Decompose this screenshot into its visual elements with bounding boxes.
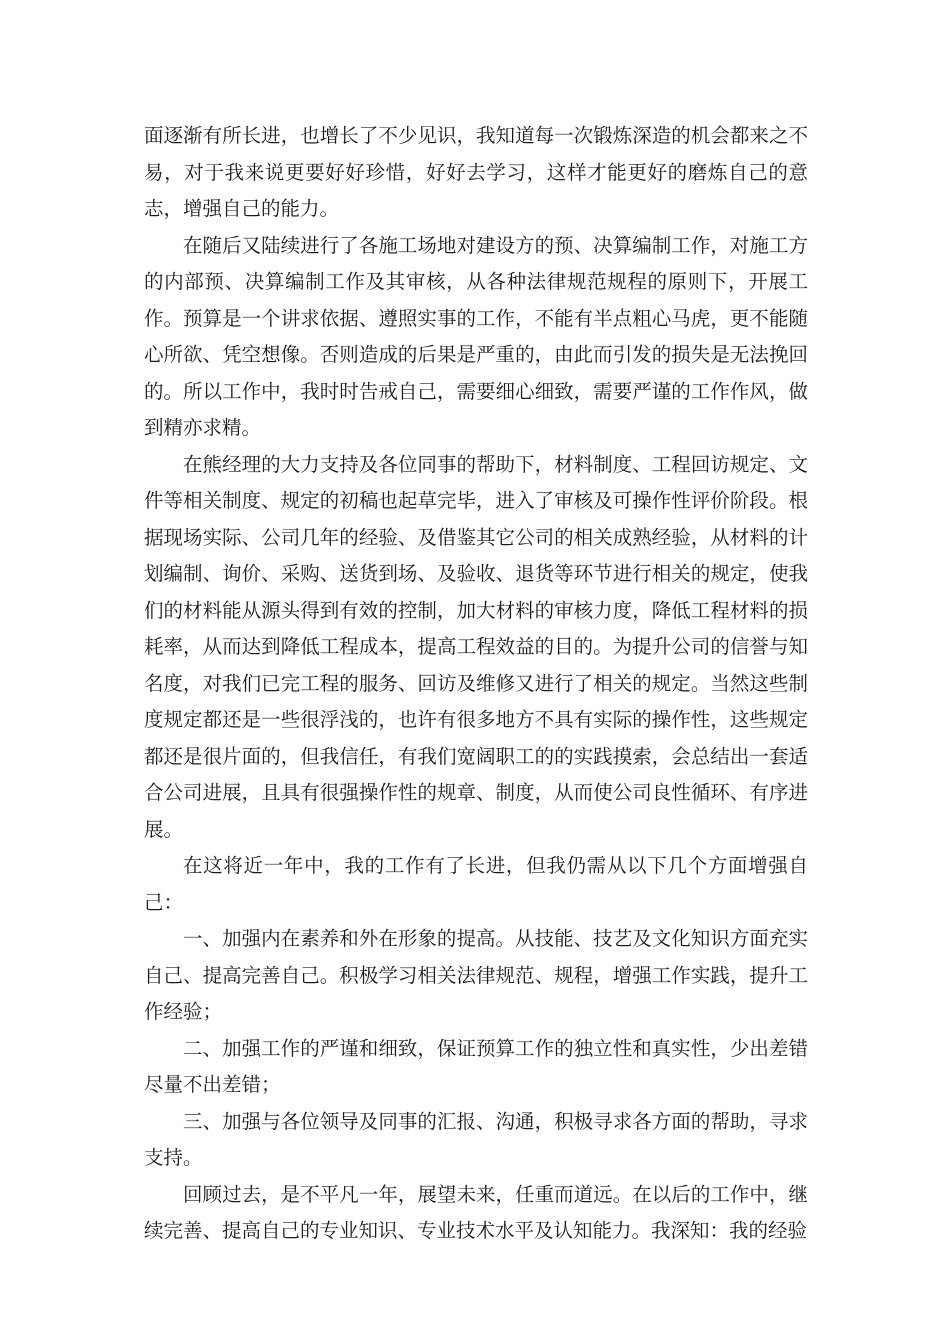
paragraph-improvement-intro: 在这将近一年中，我的工作有了长进，但我仍需从以下几个方面增强自己： [144, 854, 808, 914]
paragraph-point-one: 一、加强内在素养和外在形象的提高。从技能、技艺及文化知识方面充实自己、提高完善自己。积极学习相关法律规范、规程，增强工作实践，提升工作经验； [144, 927, 808, 1023]
paragraph-material-rules: 在熊经理的大力支持及各位同事的帮助下，材料制度、工程回访规定、文件等相关制度、规定的初稿也起草完毕，进入了审核及可操作性评价阶段。根据现场实际、公司几年的经验、及借鉴其它公司的相关成熟经验，从材料的计划编制、询价、采购、送货到场、及验收、退货等环节进行相关的规定，使我们的材料能从源头得到有效的控制，加大材料的审核力度，降低工程材料的损耗率，从而达到降低工程成本，提高工程效益的目的。为提升公司的信誉与知名度，对我们已完工程的服务、回访及维修又进行了相关的规定。当然这些制度规定都还是一些很浮浅的，也许有很多地方不具有实际的操作性，这些规定都还是很片面的，但我信任，有我们宽阔职工的的实践摸索，会总结出一套适合公司进展，且具有很强操作性的规章、制度，从而使公司良性循环、有序进展。 [144, 452, 808, 841]
paragraph-point-two: 二、加强工作的严谨和细致，保证预算工作的独立性和真实性，少出差错尽量不出差错； [144, 1036, 808, 1096]
document-body [144, 118, 808, 1250]
paragraph-budget-work: 在随后又陆续进行了各施工场地对建设方的预、决算编制工作，对施工方的内部预、决算编制工作及其审核，从各种法律规范规程的原则下，开展工作。预算是一个讲求依据、遵照实事的工作，不能有半点粗心马虎，更不能随心所欲、凭空想像。否则造成的后果是严重的，由此而引发的损失是无法挽回的。所以工作中，我时时告戒自己，需要细心细致，需要严谨的工作作风，做到精亦求精。 [144, 233, 808, 439]
paragraph-point-three: 三、加强与各位领导及同事的汇报、沟通，积极寻求各方面的帮助，寻求支持。 [144, 1109, 808, 1169]
paragraph-continued: 面逐渐有所长进，也增长了不少见识，我知道每一次锻炼深造的机会都来之不易，对于我来说更要好好珍惜，好好去学习，这样才能更好的磨炼自己的意志，增强自己的能力。 [144, 124, 808, 220]
paragraph-review: 回顾过去，是不平凡一年，展望未来，任重而道远。在以后的工作中，继续完善、提高自己的专业知识、专业技术水平及认知能力。我深知：我的经验 [144, 1182, 808, 1242]
